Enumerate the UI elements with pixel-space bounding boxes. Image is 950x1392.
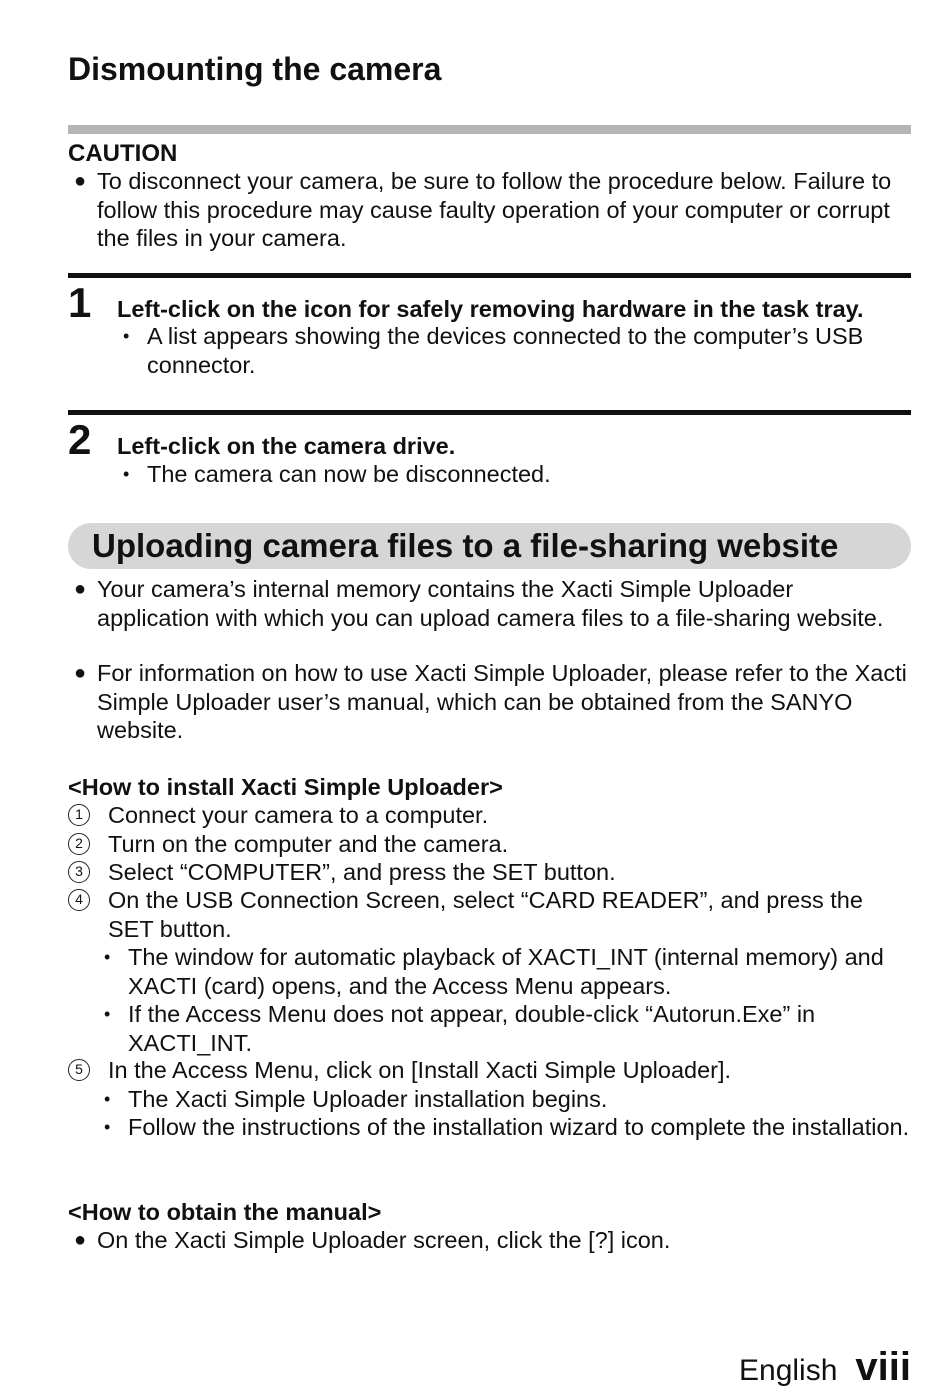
install-step-bullet bbox=[98, 943, 911, 1000]
upload-bullet bbox=[68, 575, 911, 632]
bullet-small-dot-icon: • bbox=[104, 1117, 111, 1137]
step-title-2: Left-click on the camera drive. bbox=[117, 433, 456, 459]
bullet-small-dot-icon: • bbox=[104, 947, 111, 967]
install-step-text: Turn on the computer and the camera. bbox=[108, 831, 509, 857]
caution-heading: CAUTION bbox=[68, 140, 178, 167]
install-step-bullet-text: If the Access Menu does not appear, double-click “Autorun.Exe” in XACTI_INT. bbox=[128, 1001, 816, 1056]
install-step-bullet-text: Follow the instructions of the installation wizard to complete the installation. bbox=[128, 1114, 910, 1140]
step-1-bullet-text: A list appears showing the devices connected to the computer’s USB connector. bbox=[147, 323, 864, 378]
install-step bbox=[68, 830, 911, 859]
install-step bbox=[68, 1056, 911, 1085]
install-step-text: Connect your camera to a computer. bbox=[108, 802, 489, 828]
upload-bullet-text: Your camera’s internal memory contains the Xacti Simple Uploader application with which you can upload camera files to a file-sharing website. bbox=[97, 576, 884, 631]
install-step-bullet-text: The Xacti Simple Uploader installation begins. bbox=[128, 1086, 608, 1112]
manual-bullet bbox=[68, 1226, 911, 1255]
step-1-bullet bbox=[117, 322, 911, 379]
manual-page bbox=[68, 0, 911, 1392]
step-2-bullet bbox=[117, 460, 911, 489]
step-number-1: 1 bbox=[68, 279, 92, 326]
install-step bbox=[68, 801, 911, 830]
bullet-dot-icon: ● bbox=[74, 1229, 87, 1251]
caution-bullet bbox=[68, 167, 911, 253]
manual-bullet-text: On the Xacti Simple Uploader screen, click the [?] icon. bbox=[97, 1227, 671, 1253]
step-divider bbox=[68, 410, 911, 415]
bullet-dot-icon: ● bbox=[74, 578, 87, 600]
page-footer bbox=[739, 1345, 911, 1390]
section-divider bbox=[68, 125, 911, 134]
page-number: viii bbox=[855, 1345, 911, 1389]
step-number-2: 2 bbox=[68, 416, 92, 463]
manual-heading: <How to obtain the manual> bbox=[68, 1199, 382, 1225]
section-title-uploading: Uploading camera files to a file-sharing website bbox=[92, 527, 839, 564]
install-step bbox=[68, 858, 911, 887]
install-heading: <How to install Xacti Simple Uploader> bbox=[68, 774, 503, 800]
section-banner-uploading bbox=[68, 523, 911, 569]
bullet-small-dot-icon: • bbox=[104, 1004, 111, 1024]
install-step bbox=[68, 886, 911, 943]
circled-number-icon: 4 bbox=[68, 889, 90, 911]
circled-number-icon: 5 bbox=[68, 1059, 90, 1081]
bullet-small-dot-icon: • bbox=[123, 326, 130, 346]
install-step-bullet bbox=[98, 1000, 911, 1057]
circled-number-icon: 3 bbox=[68, 861, 90, 883]
upload-bullet-text: For information on how to use Xacti Simple Uploader, please refer to the Xacti Simple Uploader user’s manual, which can be obtained from the SANYO website. bbox=[97, 660, 907, 743]
step-divider bbox=[68, 273, 911, 278]
bullet-small-dot-icon: • bbox=[123, 464, 130, 484]
install-step-text: In the Access Menu, click on [Install Xacti Simple Uploader]. bbox=[108, 1057, 732, 1083]
circled-number-icon: 2 bbox=[68, 833, 90, 855]
bullet-dot-icon: ● bbox=[74, 170, 87, 192]
install-step-text: On the USB Connection Screen, select “CARD READER”, and press the SET button. bbox=[108, 887, 863, 942]
install-step-bullet-text: The window for automatic playback of XACTI_INT (internal memory) and XACTI (card) opens, and the Access Menu appears. bbox=[128, 944, 884, 999]
step-title-1: Left-click on the icon for safely removing hardware in the task tray. bbox=[117, 296, 864, 322]
section-title-dismounting: Dismounting the camera bbox=[68, 51, 442, 87]
step-2-bullet-text: The camera can now be disconnected. bbox=[147, 461, 551, 487]
install-step-text: Select “COMPUTER”, and press the SET button. bbox=[108, 859, 616, 885]
install-step-bullet bbox=[98, 1113, 911, 1142]
upload-bullet bbox=[68, 659, 911, 745]
bullet-small-dot-icon: • bbox=[104, 1089, 111, 1109]
install-step-bullet bbox=[98, 1085, 911, 1114]
footer-language: English bbox=[739, 1354, 838, 1387]
caution-bullet-text: To disconnect your camera, be sure to follow the procedure below. Failure to follow this procedure may cause faulty operation of your computer or corrupt the files in your camera. bbox=[97, 168, 892, 251]
bullet-dot-icon: ● bbox=[74, 662, 87, 684]
circled-number-icon: 1 bbox=[68, 804, 90, 826]
